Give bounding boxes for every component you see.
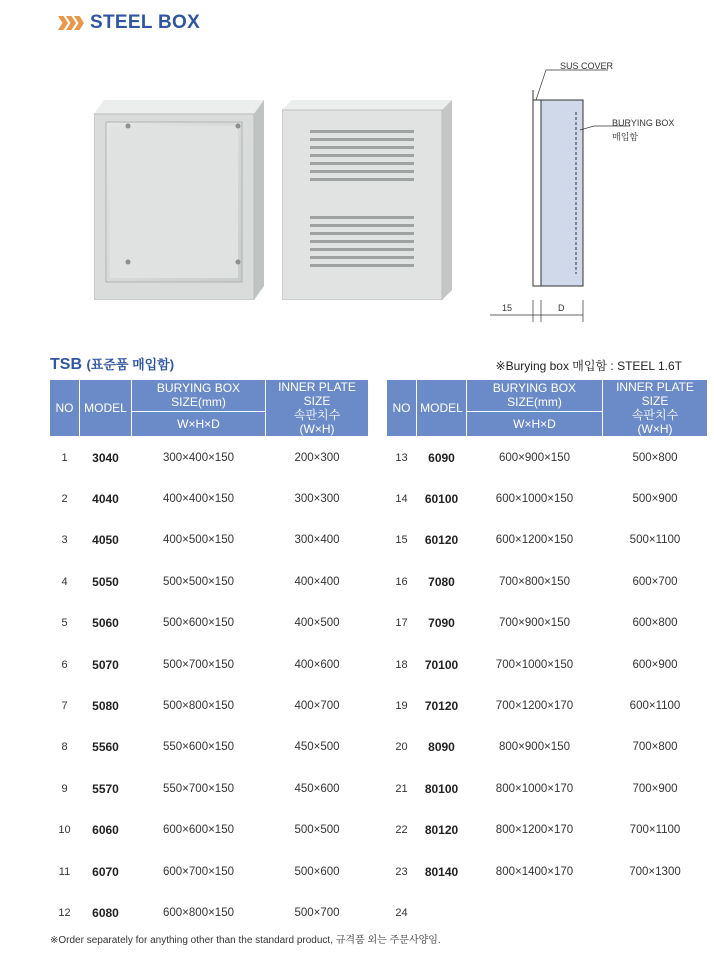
table-row: [387, 892, 708, 933]
page-header: [58, 8, 200, 38]
row-model: 6080: [92, 905, 119, 920]
row-size: 800×1200×170: [495, 824, 574, 837]
col-burying-dims: W×H×D: [467, 411, 603, 436]
row-no: 2: [61, 493, 68, 506]
row-size: 500×700×150: [163, 658, 234, 671]
row-size: 550×600×150: [163, 741, 234, 754]
table-row: [387, 561, 708, 602]
footnote: ※Order separately for anything other than the standard product, 규격품 외는 주문사양임.: [50, 935, 441, 946]
row-no: 16: [395, 575, 408, 588]
row-size: 600×1000×150: [495, 493, 574, 506]
row-size: [467, 892, 603, 933]
inner-plate-kr: 속판치수: [293, 408, 341, 422]
page-title: STEEL BOX: [90, 12, 201, 33]
row-no: 9: [61, 782, 68, 795]
row-no: 18: [395, 658, 408, 671]
row-size: 500×500×150: [163, 575, 234, 588]
sus-cover-label: SUS COVER: [560, 61, 614, 71]
row-inner: 400×400: [294, 575, 340, 588]
table-row: [50, 810, 369, 851]
row-size: 600×900×150: [499, 451, 570, 464]
row-inner: 500×600: [294, 865, 340, 878]
table-row: [50, 603, 369, 644]
row-inner: 500×700: [294, 906, 340, 919]
row-size: 500×800×150: [163, 700, 234, 713]
row-no: 24: [395, 906, 408, 919]
row-inner: 400×700: [294, 700, 340, 713]
table-row: [50, 478, 369, 519]
row-inner: 600×900: [632, 658, 678, 671]
row-no: 6: [61, 658, 68, 671]
spec-table-left: [49, 379, 369, 934]
row-size: 800×1400×170: [495, 865, 574, 878]
section-diagram: [480, 60, 710, 330]
table-row: [50, 520, 369, 561]
table-row: [50, 561, 369, 602]
section-subtitle: (표준품 매입함): [86, 357, 175, 372]
row-model: 4040: [92, 492, 119, 507]
col-no: NO: [50, 380, 80, 437]
row-inner: 500×500: [294, 824, 340, 837]
row-model: 5560: [92, 740, 119, 755]
row-inner: 200×300: [294, 451, 340, 464]
chevron-arrows-icon: [58, 16, 82, 30]
row-size: 700×1200×170: [495, 700, 574, 713]
burying-box-label: BURYING BOX: [612, 118, 675, 128]
row-model: 6060: [92, 823, 119, 838]
row-size: 500×600×150: [163, 617, 234, 630]
row-model: 5570: [92, 781, 119, 796]
row-model: 7090: [428, 616, 455, 631]
row-no: 21: [395, 782, 408, 795]
section-title: [50, 354, 174, 374]
row-size: 600×600×150: [163, 824, 234, 837]
burying-box-kr-label: 매입함: [612, 132, 639, 142]
table-row: [50, 727, 369, 768]
table-row: [50, 768, 369, 809]
row-model: [417, 892, 467, 933]
row-size: 800×900×150: [499, 741, 570, 754]
table-row: [387, 685, 708, 726]
material-spec-note: ※Burying box 매입함 : STEEL 1.6T: [495, 359, 682, 373]
row-inner: 500×800: [632, 451, 678, 464]
row-size: 700×900×150: [499, 617, 570, 630]
row-size: 300×400×150: [163, 451, 234, 464]
table-row: [50, 685, 369, 726]
inner-plate-title: INNER PLATE SIZE: [616, 380, 694, 408]
table-row: [387, 768, 708, 809]
row-size: 800×1000×170: [495, 782, 574, 795]
row-inner: 400×600: [294, 658, 340, 671]
row-model: 5050: [92, 574, 119, 589]
row-no: 13: [395, 451, 408, 464]
table-row: [50, 851, 369, 892]
row-no: 7: [61, 700, 68, 713]
row-inner: 600×1100: [629, 700, 681, 713]
row-no: 10: [58, 824, 71, 837]
row-no: 3: [61, 534, 68, 547]
col-model: MODEL: [417, 380, 467, 437]
row-model: 5070: [92, 657, 119, 672]
row-model: 80120: [424, 823, 459, 838]
row-model: 70120: [424, 699, 459, 714]
table-row: [50, 644, 369, 685]
row-no: 15: [395, 534, 408, 547]
section-code: TSB: [50, 356, 82, 373]
row-size: 550×700×150: [163, 782, 234, 795]
row-model: 4050: [92, 533, 119, 548]
table-row: [387, 727, 708, 768]
row-inner: 400×500: [294, 617, 340, 630]
table-row: [50, 437, 369, 479]
inner-plate-dims: (W×H): [637, 422, 673, 436]
row-model: 5080: [92, 699, 119, 714]
row-model: 80100: [424, 781, 459, 796]
row-no: 23: [395, 865, 408, 878]
row-inner: 600×700: [632, 575, 678, 588]
row-inner: 450×600: [294, 782, 340, 795]
row-no: 8: [61, 741, 68, 754]
row-no: 19: [395, 700, 408, 713]
row-no: 5: [61, 617, 68, 630]
col-burying-size: BURYING BOX SIZE(mm): [132, 380, 266, 412]
row-size: 700×1000×150: [495, 658, 574, 671]
row-inner: 700×1100: [629, 824, 681, 837]
row-model: 6070: [92, 864, 119, 879]
row-inner: 500×900: [632, 493, 678, 506]
row-size: 600×800×150: [163, 906, 234, 919]
closed-steel-box-image: [282, 100, 452, 300]
row-no: 14: [395, 493, 408, 506]
row-size: 400×400×150: [163, 493, 234, 506]
row-size: 400×500×150: [163, 534, 234, 547]
open-steel-box-image: [94, 100, 264, 300]
col-inner-plate: [266, 380, 369, 437]
table-row: [387, 810, 708, 851]
table-row: [387, 851, 708, 892]
row-inner: 500×1100: [629, 534, 681, 547]
row-inner: [603, 892, 708, 933]
row-size: 600×700×150: [163, 865, 234, 878]
row-inner: 600×800: [632, 617, 678, 630]
dim-d-label: D: [558, 303, 565, 313]
table-row: [387, 478, 708, 519]
row-inner: 450×500: [294, 741, 340, 754]
table-row: [387, 520, 708, 561]
row-no: 12: [58, 906, 71, 919]
col-burying-dims: W×H×D: [132, 411, 266, 436]
spec-table-right: [386, 379, 708, 934]
row-inner: 700×900: [632, 782, 678, 795]
row-model: 60100: [424, 492, 459, 507]
row-no: 17: [395, 617, 408, 630]
table-row: [387, 603, 708, 644]
row-size: 600×1200×150: [495, 534, 574, 547]
row-inner: 700×800: [632, 741, 678, 754]
row-no: 20: [395, 741, 408, 754]
row-no: 22: [395, 824, 408, 837]
table-row: [387, 437, 708, 479]
row-model: 70100: [424, 657, 459, 672]
row-model: 6090: [428, 450, 455, 465]
dim-15-label: 15: [502, 303, 513, 313]
row-no: 4: [61, 575, 68, 588]
col-inner-plate: [603, 380, 708, 437]
table-row: [387, 644, 708, 685]
row-model: 7080: [428, 574, 455, 589]
row-no: 1: [61, 451, 68, 464]
row-model: 3040: [92, 450, 119, 465]
row-no: 11: [58, 865, 71, 878]
row-model: 80140: [424, 864, 459, 879]
row-inner: 300×300: [294, 493, 340, 506]
row-size: 700×800×150: [499, 575, 570, 588]
col-model: MODEL: [80, 380, 132, 437]
row-model: 5060: [92, 616, 119, 631]
inner-plate-kr: 속판치수: [631, 408, 679, 422]
col-burying-size: BURYING BOX SIZE(mm): [467, 380, 603, 412]
row-inner: 300×400: [294, 534, 340, 547]
row-model: 8090: [428, 740, 455, 755]
inner-plate-title: INNER PLATE SIZE: [278, 380, 356, 408]
col-no: NO: [387, 380, 417, 437]
inner-plate-dims: (W×H): [299, 422, 335, 436]
row-model: 60120: [424, 533, 459, 548]
row-inner: 700×1300: [629, 865, 681, 878]
table-row: [50, 892, 369, 933]
